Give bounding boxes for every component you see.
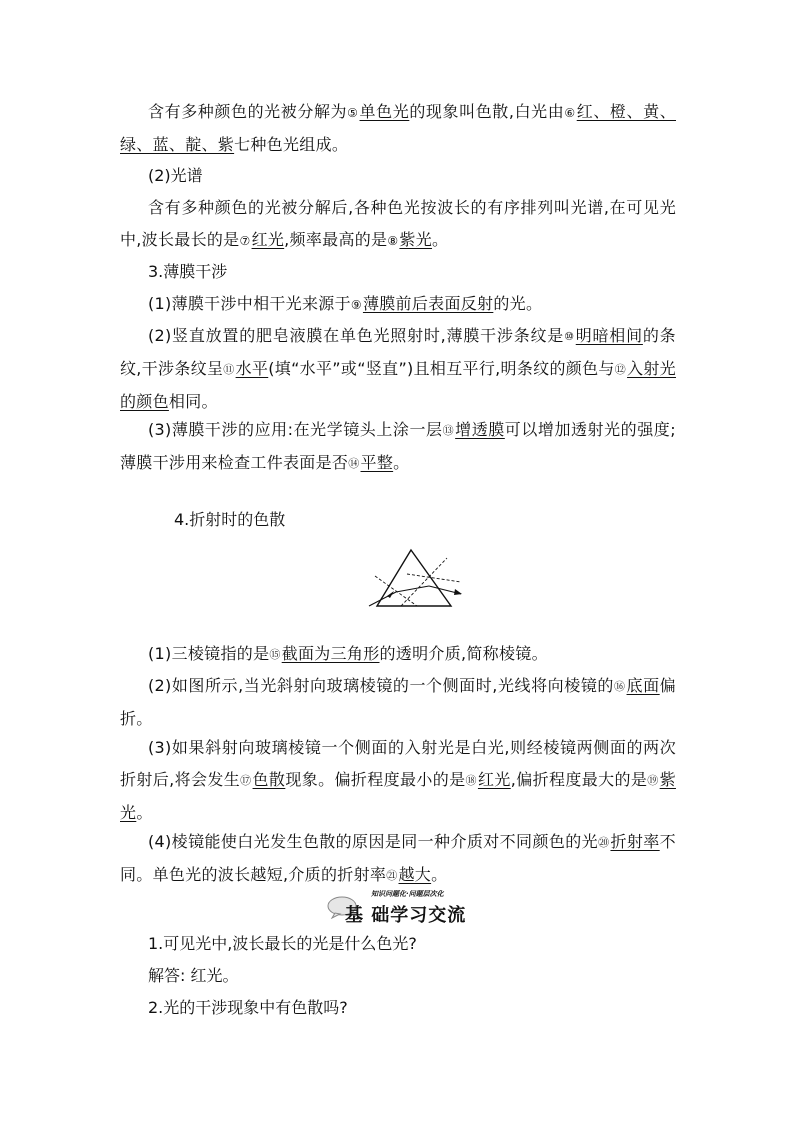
blank-marker: ⑩: [564, 330, 575, 343]
answer-blank: 底面: [626, 676, 660, 695]
text: 含有多种颜色的光被分解后,各种色光按波长的有序排列叫光谱,在可见光中,波长最长的是: [120, 198, 676, 249]
blank-marker: ㉑: [386, 869, 398, 882]
answer-blank: 色散: [252, 770, 286, 789]
normal-line-right: [401, 558, 447, 606]
text: (填“水平”或“竖直”)且相互平行,明条纹的颜色与: [268, 359, 615, 378]
prism-item-1: [120, 638, 676, 671]
answer-blank: 紫光: [399, 230, 433, 249]
normal-line-upper: [407, 574, 461, 582]
answer-1: 解答: 红光。: [148, 966, 239, 985]
blank-marker: ⑨: [350, 298, 362, 312]
answer-blank: 截面为三角形: [281, 644, 380, 663]
answer-blank: 越大: [398, 865, 432, 884]
text: 相同。: [168, 392, 218, 411]
heading-thin-film: 3.薄膜干涉: [148, 262, 228, 281]
blank-marker: ⑯: [613, 680, 626, 693]
text: 的光。: [493, 294, 543, 313]
emergent-arrowhead: [454, 589, 462, 595]
answer-blank: 折射率: [610, 832, 660, 851]
text: 。: [431, 865, 448, 884]
refracted-ray: [396, 586, 429, 592]
text: 现象。偏折程度最小的是: [285, 770, 466, 789]
text: 。: [432, 230, 449, 249]
text: 。: [393, 453, 410, 472]
thin-film-item-1: [120, 288, 676, 321]
blank-marker: ⑳: [598, 836, 610, 849]
text: 可以增加透射光的强度;薄膜干涉用来检查工件表面是否: [120, 420, 676, 472]
blank-marker: ⑭: [348, 457, 360, 470]
blank-marker: ⑦: [239, 234, 251, 248]
question-2: 2.光的干涉现象中有色散吗?: [148, 998, 348, 1017]
answer-blank: 薄膜前后表面反射: [362, 294, 494, 313]
answer-blank: 明暗相间: [575, 326, 643, 345]
text: 。: [136, 803, 153, 822]
text: 七种色光组成。: [234, 135, 349, 154]
answer-blank: 增透膜: [455, 420, 505, 439]
thin-film-item-2: [120, 320, 676, 418]
answer-blank: 水平: [235, 359, 269, 378]
answer-blank: 紫光: [120, 770, 676, 822]
text: (3)薄膜干涉的应用:在光学镜头上涂一层: [148, 420, 443, 439]
question-1: 1.可见光中,波长最长的光是什么色光?: [148, 934, 417, 953]
heading-dispersion-refraction: 4.折射时的色散: [174, 510, 286, 529]
answer-blank: 单色光: [359, 102, 410, 121]
text: (2)竖直放置的肥皂液膜在单色光照射时,薄膜干涉条纹是: [148, 326, 565, 345]
text: 的条纹,干涉条纹呈: [120, 326, 676, 378]
prism-item-3: [120, 732, 676, 829]
answer-blank: 红、橙、黄、绿、蓝、靛、紫: [120, 102, 676, 154]
blank-marker: ⑧: [387, 234, 399, 248]
thin-film-item-3: [120, 414, 676, 480]
text: (2)如图所示,当光斜射向玻璃棱镜的一个侧面时,光线将向棱镜的: [148, 676, 614, 695]
text: (1)薄膜干涉中相干光来源于: [148, 294, 351, 313]
text: ,频率最高的是: [284, 230, 388, 249]
dispersion-definition: [120, 96, 676, 161]
blank-marker: ⑥: [564, 106, 576, 120]
answer-blank: 入射光的颜色: [120, 359, 676, 411]
heading-spectrum: (2)光谱: [148, 166, 203, 185]
blank-marker: ⑤: [347, 106, 359, 120]
banner-subtitle: 知识问题化·问题层次化: [371, 890, 444, 898]
blank-marker: ⑫: [614, 363, 627, 376]
blank-marker: ⑪: [223, 363, 235, 376]
blank-marker: ⑲: [647, 774, 659, 787]
text: (3)如果斜射向玻璃棱镜一个侧面的入射光是白光,则经棱镜两侧面的两次折射后,将会发生: [120, 738, 676, 789]
banner-title: 基 础学习交流: [345, 905, 467, 926]
text: 偏折。: [120, 676, 676, 728]
section-banner: [327, 889, 467, 925]
text: 不同。单色光的波长越短,介质的折射率: [120, 832, 676, 884]
normal-line-left: [375, 576, 417, 606]
spectrum-paragraph: [120, 192, 676, 257]
answer-blank: 红光: [477, 770, 511, 789]
blank-marker: ⑱: [465, 774, 477, 787]
prism-item-4: [120, 826, 676, 892]
text: (4)棱镜能使白光发生色散的原因是同一种介质对不同颜色的光: [148, 832, 599, 851]
incident-arrowhead: [387, 591, 394, 598]
text: 的现象叫色散,白光由: [409, 102, 565, 121]
blank-marker: ⑬: [442, 424, 455, 437]
prism-dispersion-diagram: [365, 544, 465, 614]
prism-triangle: [377, 550, 451, 606]
text: ,偏折程度最大的是: [510, 770, 648, 789]
blank-marker: ⑰: [240, 774, 252, 787]
text: 的透明介质,简称棱镜。: [379, 644, 548, 663]
answer-blank: 红光: [251, 230, 285, 249]
text: 含有多种颜色的光被分解为: [148, 102, 348, 121]
answer-blank: 平整: [360, 453, 394, 472]
prism-item-2: [120, 670, 676, 735]
blank-marker: ⑮: [269, 648, 281, 661]
text: (1)三棱镜指的是: [148, 644, 270, 663]
